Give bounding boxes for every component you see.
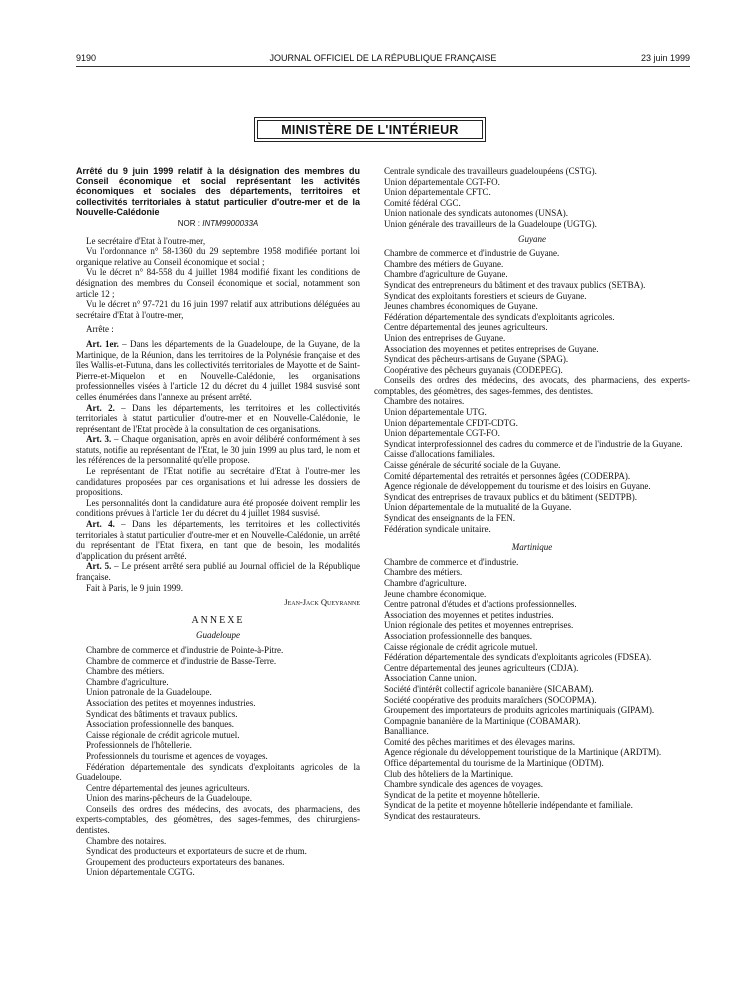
guadeloupe-list-continued	[374, 166, 690, 230]
header-rule	[76, 66, 690, 67]
article-label: Art. 2.	[86, 402, 115, 413]
list-item: Syndicat des exploitants forestiers et scieurs de Guyane.	[384, 290, 587, 301]
list-item: Groupement des producteurs exportateurs des bananes.	[86, 856, 285, 867]
list-item: Chambre des métiers de Guyane.	[384, 258, 504, 269]
intro-line: Vu le décret n° 97-721 du 16 juin 1997 relatif aux attributions déléguées au secrétaire d'Etat à l'outre-mer,	[76, 299, 360, 320]
list-item: Comité fédéral CGC.	[384, 197, 461, 208]
list-item: Caisse régionale de crédit agricole mutuel.	[86, 729, 240, 740]
list-item: Association des moyennes et petites industries.	[384, 609, 554, 620]
guadeloupe-list	[76, 645, 360, 878]
list-item: Union générale des travailleurs de la Guadeloupe (UGTG).	[384, 218, 597, 229]
page-number: 9190	[76, 53, 97, 63]
arrete-title: Arrêté du 9 juin 1999 relatif à la désignation des membres du Conseil économique et social représentant les activités économiques et sociales des départements, territoires et collectivités territoriales à statut particulier d'outre-mer et de la Nouvelle-Calédonie	[76, 166, 360, 217]
region-guyane: Guyane	[518, 233, 546, 244]
list-item: Syndicat des restaurateurs.	[384, 811, 481, 822]
article-label: Art. 1er.	[86, 338, 119, 349]
list-item: Union départementale de la mutualité de la Guyane.	[384, 502, 572, 513]
list-item: Compagnie bananière de la Martinique (COBAMAR).	[384, 715, 581, 726]
list-item: Fédération départementale des syndicats d'exploitants agricoles.	[384, 311, 615, 322]
list-item: Professionnels du tourisme et agences de voyages.	[86, 750, 268, 761]
signature: Jean-Jack Queyranne	[284, 597, 360, 608]
article-2	[76, 403, 360, 435]
ministry-box	[254, 117, 486, 142]
annexe-title: ANNEXE	[191, 614, 245, 626]
nor-label: NOR :	[177, 219, 200, 229]
article-5	[76, 561, 360, 582]
article-label: Art. 5.	[86, 561, 112, 572]
article-label: Art. 4.	[86, 519, 115, 530]
list-item: Comité des pêches maritimes et des élevages marins.	[384, 736, 575, 747]
list-item: Association professionnelle des banques.	[86, 719, 234, 730]
list-item: Union patronale de la Guadeloupe.	[86, 687, 212, 698]
list-item: Société d'intérêt collectif agricole bananière (SICABAM).	[384, 683, 594, 694]
list-item: Chambre de commerce et d'industrie.	[384, 556, 519, 567]
intro-line: Vu le décret n° 84-558 du 4 juillet 1984 modifié fixant les conditions de désignation des membres du Conseil économique et social, notamment son article 12 ;	[76, 267, 360, 299]
list-item: Union nationale des syndicats autonomes (UNSA).	[384, 208, 568, 219]
list-item: Syndicat de la petite et moyenne hôtellerie indépendante et familiale.	[384, 800, 633, 811]
list-item: Association des moyennes et petites entreprises de Guyane.	[384, 343, 599, 354]
list-item: Fédération départementale des syndicats d'exploitants agricoles (FDSEA).	[384, 652, 652, 663]
right-column	[374, 166, 690, 822]
list-item: Union régionale des petites et moyennes entreprises.	[384, 620, 574, 631]
list-item: Union des entreprises de Guyane.	[384, 332, 506, 343]
list-item: Syndicat interprofessionnel des cadres du commerce et de l'industrie de la Guyane.	[384, 438, 683, 449]
list-item: Comité départemental des retraités et personnes âgées (CODERPA).	[384, 470, 631, 481]
list-item: Chambre de commerce et d'industrie de Basse-Terre.	[86, 655, 277, 666]
list-item: Caisse d'allocations familiales.	[384, 449, 495, 460]
list-item: Syndicat des enseignants de la FEN.	[384, 513, 515, 523]
nor-reference	[76, 219, 360, 230]
left-column	[76, 166, 360, 878]
list-item: Agence régionale du développement touristique de la Martinique (ARDTM).	[384, 747, 662, 758]
list-item: Syndicat de la petite et moyenne hôtellerie.	[384, 789, 540, 800]
article-text: – Dans les départements de la Guadeloupe, de la Guyane, de la Martinique, de la Réunion, dans les territoires de la Polynésie française et des îles Wallis-et-Futuna, dans les collectivités territoriales de Mayotte et de Saint-Pierre-et-Miquelon et en Nouvelle-Calédonie, les organisations professionnelles visées à l'article 12 du décret du 4 juillet 1984 susvisé sont celles énumérées dans l'annexe au présent arrêté.	[76, 338, 360, 402]
list-item: Syndicat des producteurs et exportateurs de sucre et de rhum.	[86, 846, 307, 857]
list-item: Chambre de commerce et d'industrie de Pointe-à-Pitre.	[86, 644, 284, 655]
list-item: Association des petites et moyennes industries.	[86, 697, 256, 708]
list-item: Centre départemental des jeunes agriculteurs.	[86, 782, 250, 793]
ministry-title: MINISTÈRE DE L'INTÉRIEUR	[257, 120, 483, 139]
list-item: Centre départemental des jeunes agriculteurs.	[384, 322, 548, 333]
list-item: Jeune chambre économique.	[384, 588, 487, 599]
region-guadeloupe: Guadeloupe	[196, 630, 240, 641]
list-item: Centre patronal d'études et d'actions professionnelles.	[384, 599, 577, 610]
list-item: Fédération départementale des syndicats d'exploitants agricoles de la Guadeloupe.	[76, 761, 360, 783]
nor-value: INTM9900033A	[202, 219, 259, 229]
region-martinique: Martinique	[511, 542, 553, 553]
list-item: Syndicat des entreprises de travaux publics et du bâtiment (SEDTPB).	[384, 491, 637, 502]
list-item: Caisse générale de sécurité sociale de la Guyane.	[384, 460, 561, 471]
article-text: – Dans les départements, les territoires et les collectivités territoriales à statut particulier d'outre-mer et en Nouvelle-Calédonie, un arrêté du représentant de l'Etat fixera, en tant que de besoin, les modalités d'application du présent arrêté.	[76, 519, 360, 561]
article-text: – Chaque organisation, après en avoir délibéré conformément à ses statuts, notifie au représentant de l'Etat, le 30 juin 1999 au plus tard, le nom et les références de la personnalité qu'elle propose.	[76, 434, 360, 466]
list-item: Union départementale CGT-FO.	[384, 176, 500, 187]
list-item: Banalliance.	[384, 726, 429, 737]
list-item: Centrale syndicale des travailleurs guadeloupéens (CSTG).	[384, 166, 597, 176]
guyane-list	[374, 248, 690, 534]
list-item: Chambre des métiers.	[384, 567, 463, 578]
intro-line: Le secrétaire d'Etat à l'outre-mer,	[86, 235, 206, 246]
list-item: Chambre syndicale des agences de voyages.	[384, 779, 543, 790]
list-item: Chambre de commerce et d'industrie de Guyane.	[384, 248, 560, 259]
article-3	[76, 434, 360, 466]
martinique-list	[374, 557, 690, 822]
list-item: Jeunes chambres économiques de Guyane.	[384, 301, 538, 312]
list-item: Union départementale CGTG.	[86, 867, 195, 878]
list-item: Association professionnelle des banques.	[384, 630, 532, 641]
list-item: Syndicat des bâtiments et travaux publics.	[86, 708, 238, 719]
list-item: Groupement des importateurs de produits agricoles martiniquais (GIPAM).	[384, 705, 655, 716]
list-item: Professionnels de l'hôtellerie.	[86, 740, 192, 751]
list-item: Chambre d'agriculture de Guyane.	[384, 269, 508, 280]
list-item: Coopérative des pêcheurs guyanais (CODEPEG).	[384, 364, 563, 375]
list-item: Club des hôteliers de la Martinique.	[384, 768, 513, 779]
list-item: Union départementale UTG.	[384, 407, 487, 418]
list-item: Union départementale CGT-FO.	[384, 428, 500, 439]
list-item: Union des marins-pêcheurs de la Guadeloupe.	[86, 793, 252, 804]
arrete-word: Arrête :	[86, 324, 114, 335]
article-1	[76, 339, 360, 403]
list-item: Office départemental du tourisme de la Martinique (ODTM).	[384, 758, 604, 769]
list-item: Centre départemental des jeunes agriculteurs (CDJA).	[384, 662, 579, 673]
list-item: Association Canne union.	[384, 673, 477, 684]
article-3-paragraph: Les personnalités dont la candidature aura été proposée doivent remplir les conditions prévues à l'article 1er du décret du 4 juillet 1984 susvisé.	[76, 497, 360, 519]
article-label: Art. 3.	[86, 434, 112, 445]
list-item: Chambre des notaires.	[384, 396, 465, 407]
list-item: Conseils des ordres des médecins, des avocats, des pharmaciens, des experts-comptables, des géomètres, des sages-femmes, des dentistes.	[374, 375, 690, 396]
list-item: Fédération syndicale unitaire.	[384, 523, 491, 534]
list-item: Agence régionale de développement du tourisme et des loisirs en Guyane.	[384, 481, 651, 492]
list-item: Conseils des ordres des médecins, des avocats, des pharmaciens, des experts-comptables, des géomètres, des sages-femmes, des chirurgiens-dentistes.	[76, 803, 360, 836]
issue-date: 23 juin 1999	[640, 53, 690, 63]
intro-line: Vu l'ordonnance n° 58-1360 du 29 septembre 1958 modifiée portant loi organique relative au Conseil économique et social ;	[76, 246, 360, 267]
list-item: Chambre des métiers.	[86, 666, 165, 677]
article-4	[76, 519, 360, 561]
fait-line: Fait à Paris, le 9 juin 1999.	[86, 582, 183, 593]
article-text: – Dans les départements, les territoires et les collectivités territoriales à statut particulier d'outre-mer et en Nouvelle-Calédonie, le représentant de l'Etat procède à la consultation de ces organisations.	[76, 402, 360, 434]
list-item: Union départementale CFDT-CDTG.	[384, 417, 518, 428]
list-item: Chambre des notaires.	[86, 835, 167, 846]
article-3-paragraph: Le représentant de l'Etat notifie au secrétaire d'Etat à l'outre-mer les candidatures proposées par ces organisations et lui adresse les dossiers de propositions.	[76, 466, 360, 498]
page-header	[76, 53, 690, 67]
list-item: Société coopérative des produits maraîchers (SOCOPMA).	[384, 694, 597, 705]
list-item: Chambre d'agriculture.	[86, 676, 169, 687]
list-item: Caisse régionale de crédit agricole mutuel.	[384, 641, 538, 652]
article-text: – Le présent arrêté sera publié au Journal officiel de la République française.	[76, 561, 360, 583]
list-item: Syndicat des entrepreneurs du bâtiment et des travaux publics (SETBA).	[384, 279, 646, 290]
list-item: Chambre d'agriculture.	[384, 577, 467, 588]
journal-title: JOURNAL OFFICIEL DE LA RÉPUBLIQUE FRANÇAISE	[269, 53, 497, 63]
list-item: Syndicat des pêcheurs-artisans de Guyane (SPAG).	[384, 354, 569, 365]
list-item: Union départementale CFTC.	[384, 187, 491, 198]
